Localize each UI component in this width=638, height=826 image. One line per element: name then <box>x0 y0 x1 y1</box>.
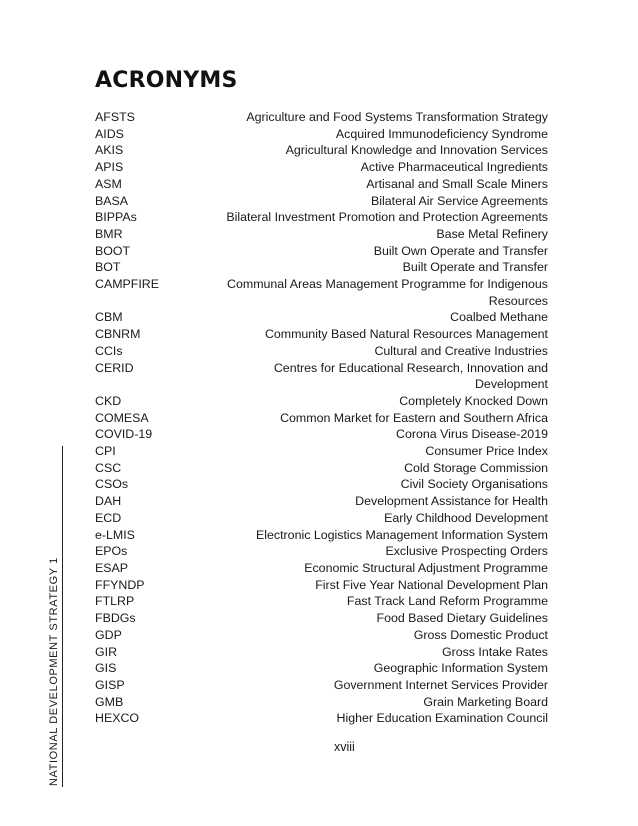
acronym-definition: Completely Knocked Down <box>399 393 548 408</box>
acronym-row <box>95 677 548 694</box>
acronym-abbreviation: ESAP <box>95 560 129 575</box>
acronym-list <box>95 109 548 727</box>
acronym-definition: Cultural and Creative Industries <box>374 343 548 358</box>
side-rule <box>62 446 63 787</box>
acronym-definition: Acquired Immunodeficiency Syndrome <box>335 126 548 141</box>
acronym-row <box>95 360 548 393</box>
acronym-definition: Active Pharmaceutical Ingredients <box>360 160 548 175</box>
acronym-row <box>95 159 548 176</box>
acronym-row <box>95 126 548 143</box>
acronym-row <box>95 476 548 493</box>
acronym-abbreviation: GMB <box>95 694 124 709</box>
acronym-row <box>95 226 548 243</box>
acronym-definition: Economic Structural Adjustment Programme <box>304 560 548 575</box>
acronym-abbreviation: GIS <box>95 661 117 676</box>
acronym-abbreviation: COMESA <box>95 410 149 425</box>
acronym-definition: Gross Domestic Product <box>413 627 548 642</box>
acronym-definition: Agriculture and Food Systems Transformation Strategy <box>246 110 548 124</box>
acronym-definition: Consumer Price Index <box>425 444 548 459</box>
acronym-definition: Civil Society Organisations <box>400 477 548 492</box>
acronym-definition: Artisanal and Small Scale Miners <box>366 176 548 191</box>
acronym-definition: Early Childhood Development <box>384 510 548 525</box>
acronym-row <box>95 644 548 661</box>
acronym-definition: Government Internet Services Provider <box>333 677 548 692</box>
acronym-row <box>95 309 548 326</box>
acronym-definition: Built Own Operate and Transfer <box>373 243 548 258</box>
acronym-definition: Geographic Information System <box>373 661 548 676</box>
acronym-row <box>95 610 548 627</box>
acronym-row <box>95 343 548 360</box>
acronym-abbreviation: HEXCO <box>95 711 140 726</box>
acronym-abbreviation: BASA <box>95 193 129 208</box>
acronym-row <box>95 627 548 644</box>
acronym-abbreviation: CKD <box>95 393 122 408</box>
acronym-abbreviation: CCIs <box>95 343 123 358</box>
acronym-definition: Bilateral Investment Promotion and Protection Agreements <box>226 210 548 225</box>
acronym-abbreviation: BOOT <box>95 243 131 258</box>
acronym-abbreviation: BMR <box>95 226 123 241</box>
acronym-abbreviation: FTLRP <box>95 594 135 609</box>
acronym-definition: Common Market for Eastern and Southern Africa <box>280 410 548 425</box>
acronym-abbreviation: GIR <box>95 644 118 659</box>
acronym-abbreviation: AKIS <box>95 143 124 158</box>
acronym-abbreviation: AIDS <box>95 126 124 141</box>
acronym-definition: Corona Virus Disease-2019 <box>396 427 548 442</box>
acronym-definition: Grain Marketing Board <box>423 694 548 709</box>
acronym-definition: Cold Storage Commission <box>404 460 548 475</box>
acronym-row <box>95 326 548 343</box>
acronym-abbreviation: CPI <box>95 444 116 459</box>
acronym-definition: Communal Areas Management Programme for Indigenous Resources <box>227 277 548 308</box>
acronym-row <box>95 276 548 309</box>
acronym-abbreviation: FFYNDP <box>95 577 145 592</box>
acronym-row <box>95 510 548 527</box>
acronym-abbreviation: AFSTS <box>95 110 135 124</box>
acronym-abbreviation: e-LMIS <box>95 527 135 542</box>
acronym-definition: Centres for Educational Research, Innovation and Development <box>273 360 548 392</box>
acronym-row <box>95 142 548 159</box>
page-title: ACRONYMS <box>95 68 238 93</box>
acronym-abbreviation: CAMPFIRE <box>95 277 160 292</box>
acronym-definition: Built Operate and Transfer <box>402 260 548 275</box>
acronym-definition: Base Metal Refinery <box>436 226 548 241</box>
acronym-abbreviation: EPOs <box>95 544 128 559</box>
acronym-row <box>95 527 548 544</box>
acronym-row <box>95 209 548 226</box>
acronym-definition: Food Based Dietary Guidelines <box>376 611 548 626</box>
acronym-abbreviation: BOT <box>95 260 121 275</box>
acronym-abbreviation: CSOs <box>95 477 129 492</box>
acronym-definition: Fast Track Land Reform Programme <box>346 594 548 609</box>
acronym-abbreviation: ECD <box>95 510 122 525</box>
acronym-abbreviation: CBM <box>95 310 123 325</box>
acronym-definition: Coalbed Methane <box>450 310 548 325</box>
acronym-row <box>95 460 548 477</box>
acronym-row <box>95 577 548 594</box>
acronym-abbreviation: DAH <box>95 494 122 509</box>
acronym-abbreviation: CSC <box>95 460 122 475</box>
acronym-abbreviation: APIS <box>95 160 124 175</box>
acronym-definition: Exclusive Prospecting Orders <box>385 544 548 559</box>
acronym-row <box>95 176 548 193</box>
acronym-definition: Community Based Natural Resources Management <box>264 327 548 342</box>
acronym-definition: Bilateral Air Service Agreements <box>371 193 548 208</box>
acronym-row <box>95 694 548 711</box>
acronym-definition: Agricultural Knowledge and Innovation Services <box>285 143 548 158</box>
acronym-abbreviation: FBDGs <box>95 611 136 626</box>
acronym-row <box>95 426 548 443</box>
acronym-abbreviation: BIPPAs <box>95 210 137 225</box>
acronym-row <box>95 109 548 126</box>
acronym-row <box>95 393 548 410</box>
acronym-abbreviation: COVID-19 <box>95 427 153 442</box>
acronym-abbreviation: CBNRM <box>95 327 141 342</box>
acronym-definition: Electronic Logistics Management Information System <box>256 527 548 542</box>
acronym-definition: First Five Year National Development Plan <box>315 577 548 592</box>
acronym-row <box>95 660 548 677</box>
acronym-abbreviation: CERID <box>95 360 134 375</box>
acronym-row <box>95 560 548 577</box>
acronym-abbreviation: GISP <box>95 677 125 692</box>
acronym-definition: Higher Education Examination Council <box>336 711 548 726</box>
acronym-row <box>95 243 548 260</box>
page-number: xviii <box>334 740 355 754</box>
side-label: NATIONAL DEVELOPMENT STRATEGY 1 <box>48 557 60 786</box>
acronym-row <box>95 593 548 610</box>
acronym-row <box>95 193 548 210</box>
acronym-row <box>95 259 548 276</box>
acronym-row <box>95 493 548 510</box>
acronym-row <box>95 710 548 727</box>
acronym-definition: Gross Intake Rates <box>441 644 548 659</box>
acronym-definition: Development Assistance for Health <box>355 494 548 509</box>
acronym-row <box>95 543 548 560</box>
acronym-row <box>95 410 548 427</box>
acronym-abbreviation: GDP <box>95 627 122 642</box>
acronym-row <box>95 443 548 460</box>
acronym-abbreviation: ASM <box>95 176 122 191</box>
